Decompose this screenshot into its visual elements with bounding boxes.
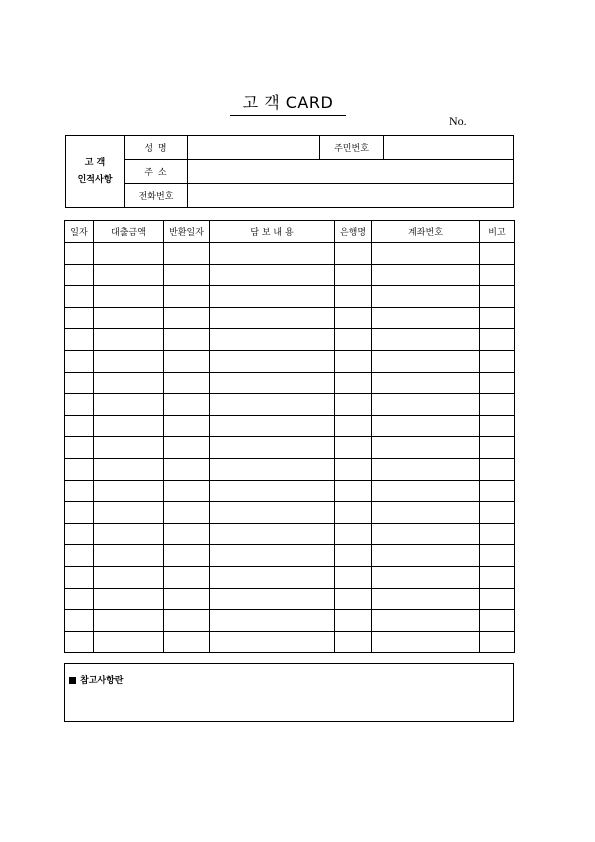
date-cell[interactable] — [65, 394, 94, 416]
table-row — [65, 286, 515, 308]
remarks-cell[interactable] — [480, 243, 515, 265]
address-label: 주 소 — [125, 160, 188, 184]
return-date-cell[interactable] — [164, 329, 210, 351]
collateral-cell[interactable] — [210, 480, 335, 502]
loan-amount-cell[interactable] — [94, 372, 164, 394]
loan-amount-cell[interactable] — [94, 350, 164, 372]
col-header-date: 일자 — [65, 221, 94, 243]
remarks-cell[interactable] — [480, 588, 515, 610]
loan-amount-cell[interactable] — [94, 566, 164, 588]
collateral-cell[interactable] — [210, 307, 335, 329]
date-cell[interactable] — [65, 588, 94, 610]
ledger-header-row — [65, 221, 515, 243]
col-header-remarks: 비고 — [480, 221, 515, 243]
collateral-cell[interactable] — [210, 437, 335, 459]
ledger-table — [64, 220, 515, 653]
collateral-cell[interactable] — [210, 372, 335, 394]
remarks-cell[interactable] — [480, 458, 515, 480]
loan-amount-cell[interactable] — [94, 307, 164, 329]
date-cell[interactable] — [65, 566, 94, 588]
loan-amount-cell[interactable] — [94, 610, 164, 632]
table-row — [65, 566, 515, 588]
account-cell[interactable] — [372, 480, 480, 502]
remarks-cell[interactable] — [480, 372, 515, 394]
table-row — [65, 631, 515, 653]
loan-amount-cell[interactable] — [94, 286, 164, 308]
name-field[interactable] — [188, 136, 320, 160]
bank-cell[interactable] — [335, 286, 372, 308]
document-number-label: No. — [449, 114, 467, 128]
loan-amount-cell[interactable] — [94, 437, 164, 459]
return-date-cell[interactable] — [164, 350, 210, 372]
return-date-cell[interactable] — [164, 480, 210, 502]
collateral-cell[interactable] — [210, 243, 335, 265]
collateral-cell[interactable] — [210, 545, 335, 567]
remarks-cell[interactable] — [480, 631, 515, 653]
bank-cell[interactable] — [335, 264, 372, 286]
remarks-cell[interactable] — [480, 545, 515, 567]
return-date-cell[interactable] — [164, 437, 210, 459]
collateral-cell[interactable] — [210, 502, 335, 524]
customer-info-table — [65, 135, 514, 208]
col-header-bank: 은행명 — [335, 221, 372, 243]
table-row — [65, 243, 515, 265]
table-row — [65, 329, 515, 351]
table-row — [65, 610, 515, 632]
bank-cell[interactable] — [335, 394, 372, 416]
bank-cell[interactable] — [335, 307, 372, 329]
return-date-cell[interactable] — [164, 264, 210, 286]
account-cell[interactable] — [372, 545, 480, 567]
table-row — [65, 588, 515, 610]
bank-cell[interactable] — [335, 545, 372, 567]
date-cell[interactable] — [65, 610, 94, 632]
account-cell[interactable] — [372, 243, 480, 265]
date-cell[interactable] — [65, 372, 94, 394]
account-cell[interactable] — [372, 394, 480, 416]
account-cell[interactable] — [372, 372, 480, 394]
col-header-return-date: 반환일자 — [164, 221, 210, 243]
loan-amount-cell[interactable] — [94, 243, 164, 265]
account-cell[interactable] — [372, 458, 480, 480]
loan-amount-cell[interactable] — [94, 415, 164, 437]
date-cell[interactable] — [65, 264, 94, 286]
bank-cell[interactable] — [335, 458, 372, 480]
return-date-cell[interactable] — [164, 458, 210, 480]
collateral-cell[interactable] — [210, 610, 335, 632]
date-cell[interactable] — [65, 523, 94, 545]
account-cell[interactable] — [372, 415, 480, 437]
table-row — [65, 307, 515, 329]
remarks-cell[interactable] — [480, 610, 515, 632]
group-label-line1: 고 객 — [84, 157, 106, 168]
loan-amount-cell[interactable] — [94, 523, 164, 545]
collateral-cell[interactable] — [210, 523, 335, 545]
table-row — [65, 480, 515, 502]
document-title: 고 객 CARD — [230, 93, 346, 116]
return-date-cell[interactable] — [164, 394, 210, 416]
collateral-cell[interactable] — [210, 286, 335, 308]
collateral-cell[interactable] — [210, 394, 335, 416]
collateral-cell[interactable] — [210, 329, 335, 351]
loan-amount-cell[interactable] — [94, 264, 164, 286]
remarks-cell[interactable] — [480, 523, 515, 545]
date-cell[interactable] — [65, 437, 94, 459]
account-cell[interactable] — [372, 286, 480, 308]
group-label-line2: 인적사항 — [77, 174, 113, 185]
bank-cell[interactable] — [335, 502, 372, 524]
bank-cell[interactable] — [335, 329, 372, 351]
table-row — [65, 437, 515, 459]
bank-cell[interactable] — [335, 372, 372, 394]
collateral-cell[interactable] — [210, 566, 335, 588]
loan-amount-cell[interactable] — [94, 545, 164, 567]
loan-amount-cell[interactable] — [94, 502, 164, 524]
collateral-cell[interactable] — [210, 458, 335, 480]
return-date-cell[interactable] — [164, 243, 210, 265]
address-field[interactable] — [188, 160, 514, 184]
resident-id-field[interactable] — [384, 136, 514, 160]
date-cell[interactable] — [65, 545, 94, 567]
table-row — [65, 502, 515, 524]
remarks-cell[interactable] — [480, 329, 515, 351]
account-cell[interactable] — [372, 502, 480, 524]
account-cell[interactable] — [372, 523, 480, 545]
date-cell[interactable] — [65, 329, 94, 351]
bank-cell[interactable] — [335, 243, 372, 265]
date-cell[interactable] — [65, 350, 94, 372]
loan-amount-cell[interactable] — [94, 329, 164, 351]
date-cell[interactable] — [65, 631, 94, 653]
remarks-cell[interactable] — [480, 415, 515, 437]
bank-cell[interactable] — [335, 566, 372, 588]
table-row — [65, 264, 515, 286]
phone-field[interactable] — [188, 184, 514, 208]
account-cell[interactable] — [372, 329, 480, 351]
table-row — [65, 350, 515, 372]
col-header-account: 계좌번호 — [372, 221, 480, 243]
remarks-cell[interactable] — [480, 480, 515, 502]
bank-cell[interactable] — [335, 350, 372, 372]
bank-cell[interactable] — [335, 415, 372, 437]
collateral-cell[interactable] — [210, 631, 335, 653]
date-cell[interactable] — [65, 286, 94, 308]
bank-cell[interactable] — [335, 437, 372, 459]
bank-cell[interactable] — [335, 480, 372, 502]
remarks-cell[interactable] — [480, 394, 515, 416]
return-date-cell[interactable] — [164, 286, 210, 308]
return-date-cell[interactable] — [164, 523, 210, 545]
collateral-cell[interactable] — [210, 350, 335, 372]
return-date-cell[interactable] — [164, 502, 210, 524]
bank-cell[interactable] — [335, 610, 372, 632]
collateral-cell[interactable] — [210, 415, 335, 437]
return-date-cell[interactable] — [164, 545, 210, 567]
table-row — [65, 458, 515, 480]
bank-cell[interactable] — [335, 588, 372, 610]
bank-cell[interactable] — [335, 523, 372, 545]
loan-amount-cell[interactable] — [94, 394, 164, 416]
remarks-cell[interactable] — [480, 264, 515, 286]
date-cell[interactable] — [65, 480, 94, 502]
notes-box[interactable] — [64, 663, 514, 722]
loan-amount-cell[interactable] — [94, 480, 164, 502]
table-row — [65, 415, 515, 437]
account-cell[interactable] — [372, 437, 480, 459]
remarks-cell[interactable] — [480, 350, 515, 372]
loan-amount-cell[interactable] — [94, 631, 164, 653]
account-cell[interactable] — [372, 307, 480, 329]
name-label: 성 명 — [125, 136, 188, 160]
date-cell[interactable] — [65, 458, 94, 480]
resident-id-label: 주민번호 — [320, 136, 384, 160]
loan-amount-cell[interactable] — [94, 588, 164, 610]
table-row — [65, 523, 515, 545]
ledger-body — [65, 243, 515, 653]
notes-header — [69, 673, 123, 686]
table-row — [65, 545, 515, 567]
account-cell[interactable] — [372, 588, 480, 610]
return-date-cell[interactable] — [164, 631, 210, 653]
col-header-collateral: 담 보 내 용 — [210, 221, 335, 243]
bank-cell[interactable] — [335, 631, 372, 653]
return-date-cell[interactable] — [164, 307, 210, 329]
remarks-cell[interactable] — [480, 437, 515, 459]
table-row — [65, 372, 515, 394]
return-date-cell[interactable] — [164, 610, 210, 632]
account-cell[interactable] — [372, 566, 480, 588]
table-row — [65, 394, 515, 416]
return-date-cell[interactable] — [164, 415, 210, 437]
date-cell[interactable] — [65, 243, 94, 265]
remarks-cell[interactable] — [480, 307, 515, 329]
col-header-loan-amount: 대출금액 — [94, 221, 164, 243]
customer-info-group-label — [66, 136, 125, 208]
return-date-cell[interactable] — [164, 372, 210, 394]
account-cell[interactable] — [372, 264, 480, 286]
square-bullet-icon — [69, 677, 76, 684]
loan-amount-cell[interactable] — [94, 458, 164, 480]
account-cell[interactable] — [372, 610, 480, 632]
return-date-cell[interactable] — [164, 588, 210, 610]
remarks-cell[interactable] — [480, 286, 515, 308]
date-cell[interactable] — [65, 307, 94, 329]
return-date-cell[interactable] — [164, 566, 210, 588]
collateral-cell[interactable] — [210, 588, 335, 610]
remarks-cell[interactable] — [480, 502, 515, 524]
date-cell[interactable] — [65, 415, 94, 437]
phone-label: 전화번호 — [125, 184, 188, 208]
account-cell[interactable] — [372, 631, 480, 653]
remarks-cell[interactable] — [480, 566, 515, 588]
notes-header-label: 참고사항란 — [80, 676, 124, 686]
date-cell[interactable] — [65, 502, 94, 524]
account-cell[interactable] — [372, 350, 480, 372]
collateral-cell[interactable] — [210, 264, 335, 286]
